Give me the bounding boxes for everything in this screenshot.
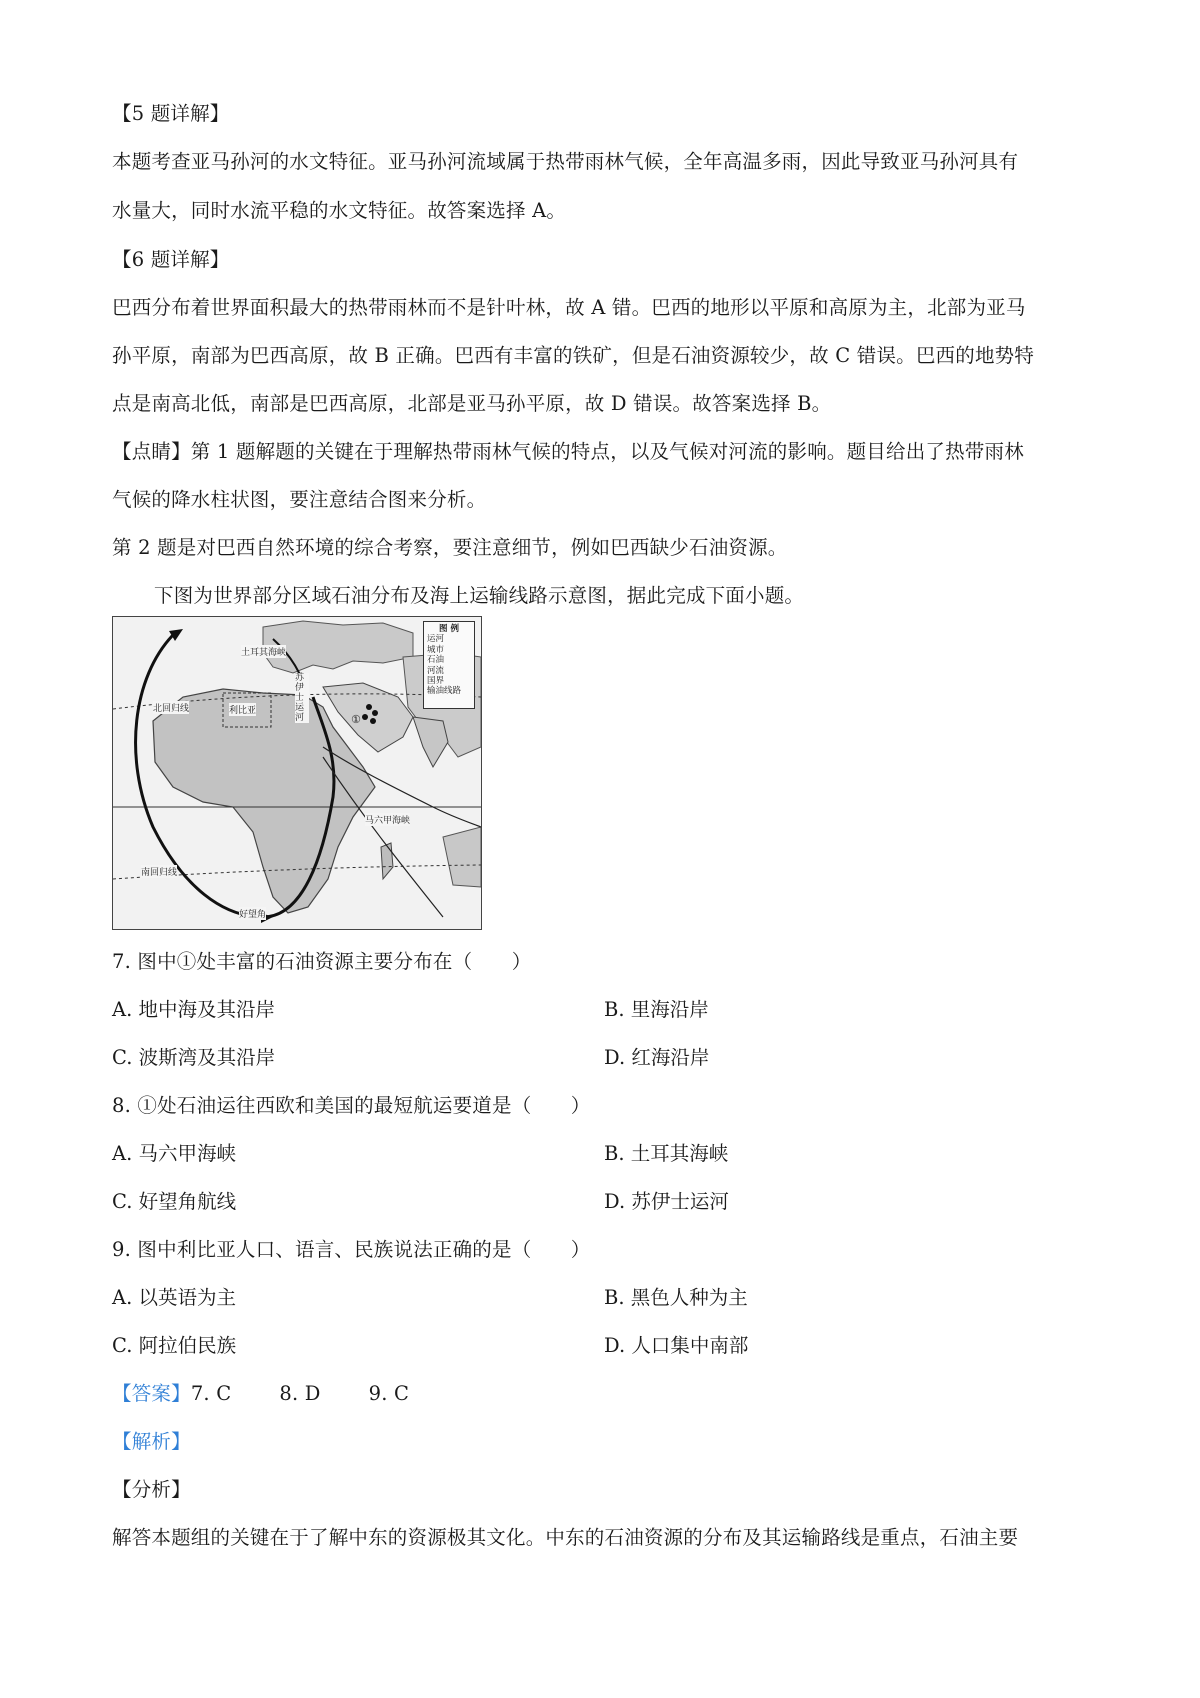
label-cape-good-hope: 好望角 <box>239 907 266 920</box>
madagascar <box>381 843 393 879</box>
legend-item-city: 城市 <box>427 644 445 655</box>
legend-item-oil: 石油 <box>427 655 445 666</box>
tip-line-2: 气候的降水柱状图，要注意结合图来分析。 <box>112 488 487 511</box>
oil-field-1 <box>366 704 372 710</box>
q6-detail-line-2: 孙平原，南部为巴西高原，故 B 正确。巴西有丰富的铁矿，但是石油资源较少，故 C 错误。巴西的地势特 <box>112 344 1035 367</box>
q9-stem: 9. 图中利比亚人口、语言、民族说法正确的是（ ） <box>112 1238 591 1261</box>
q7-option-c: C. 波斯湾及其沿岸 <box>112 1046 276 1069</box>
answer-line <box>112 1382 409 1406</box>
q6-detail-line-3: 点是南高北低，南部是巴西高原，北部是亚马孙平原，故 D 错误。故答案选择 B。 <box>112 392 832 415</box>
q8-stem: 8. ①处石油运往西欧和美国的最短航运要道是（ ） <box>112 1094 591 1117</box>
india-landmass <box>413 717 448 767</box>
label-tropic-cancer: 北回归线 <box>153 701 189 714</box>
oil-field-4 <box>370 718 376 724</box>
legend-item-canal: 运河 <box>427 634 445 645</box>
q5-detail-heading: 【5 题详解】 <box>112 102 230 125</box>
map-legend <box>423 621 475 709</box>
q7-option-a: A. 地中海及其沿岸 <box>112 998 275 1021</box>
q8-option-b: B. 土耳其海峡 <box>604 1142 729 1165</box>
fenxi-label: 【分析】 <box>112 1478 191 1501</box>
q5-detail-line-1: 本题考查亚马孙河的水文特征。亚马孙河流域属于热带雨林气候，全年高温多雨，因此导致亚马孙河具有 <box>112 150 1019 173</box>
q9-option-a: A. 以英语为主 <box>112 1286 236 1309</box>
q6-detail-heading: 【6 题详解】 <box>112 248 230 271</box>
answer-q8: 8. D <box>279 1382 321 1405</box>
analysis-label: 【解析】 <box>112 1430 191 1453</box>
legend-item-river: 河流 <box>427 665 445 676</box>
map-intro: 下图为世界部分区域石油分布及海上运输线路示意图，据此完成下面小题。 <box>154 584 805 607</box>
label-turkey-strait: 土耳其海峡 <box>241 645 286 658</box>
oil-field-2 <box>372 710 378 716</box>
q8-option-a: A. 马六甲海峡 <box>112 1142 236 1165</box>
tip-line-3: 第 2 题是对巴西自然环境的综合考察，要注意细节，例如巴西缺少石油资源。 <box>112 536 788 559</box>
legend-item-pipeline: 输油线路 <box>427 686 462 697</box>
q6-detail-line-1: 巴西分布着世界面积最大的热带雨林而不是针叶林，故 A 错。巴西的地形以平原和高原为主，北部为亚马 <box>112 296 1026 319</box>
q5-detail-line-2: 水量大，同时水流平稳的水文特征。故答案选择 A。 <box>112 199 567 222</box>
q8-option-c: C. 好望角航线 <box>112 1190 237 1213</box>
oil-field-3 <box>362 714 368 720</box>
q8-option-d: D. 苏伊士运河 <box>604 1190 729 1213</box>
q7-option-d: D. 红海沿岸 <box>604 1046 710 1069</box>
q9-option-d: D. 人口集中南部 <box>604 1334 749 1357</box>
label-suez-canal: 苏伊士运河 <box>295 673 309 723</box>
label-tropic-capricorn: 南回归线 <box>141 865 177 878</box>
legend-item-border: 国界 <box>427 676 445 687</box>
answer-label: 【答案】 <box>112 1382 191 1405</box>
legend-title: 图 例 <box>439 624 459 634</box>
q7-option-b: B. 里海沿岸 <box>604 998 709 1021</box>
tip-line-1: 【点睛】第 1 题解题的关键在于理解热带雨林气候的特点，以及气候对河流的影响。题目给出了热带雨林 <box>112 440 1024 463</box>
answer-q7: 7. C <box>190 1382 232 1405</box>
australia-landmass <box>443 827 481 887</box>
label-libya: 利比亚 <box>229 703 256 716</box>
label-malacca: 马六甲海峡 <box>365 813 410 826</box>
q9-option-b: B. 黑色人种为主 <box>604 1286 748 1309</box>
fenxi-line-1: 解答本题组的关键在于了解中东的资源极其文化。中东的石油资源的分布及其运输路线是重点，石油主要 <box>112 1526 1019 1549</box>
label-marker-1: ① <box>351 713 361 726</box>
oil-route-map <box>112 616 482 930</box>
q9-option-c: C. 阿拉伯民族 <box>112 1334 237 1357</box>
q7-stem: 7. 图中①处丰富的石油资源主要分布在（ ） <box>112 950 532 973</box>
answer-q9: 9. C <box>368 1382 410 1405</box>
